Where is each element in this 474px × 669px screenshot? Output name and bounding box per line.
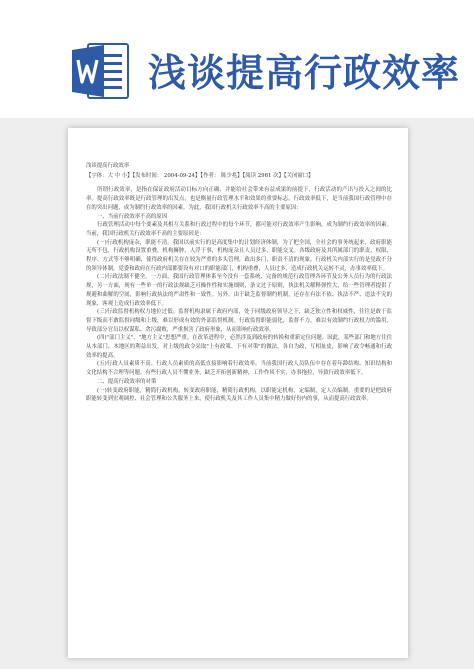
paragraph: (五)行政人员素质不高。行政人员素质的高低直接影响着行政效率。当前我国行政人员队伍中存在着年龄结构、知识结构和文化结构不合理等问题。有些行政人员不懂业务，缺乏开拓创新精神，工作作风不实，办事拖拉，导致行政效率低下。: [86, 361, 392, 377]
paragraph: 所谓行政效率，是指在保证政府活动目标方向正确、并能给社会带来有益成果的前提下，行政活动的产出与投入之间的比率。提高行政效率既是行政管理的出发点，也是衡量行政管理水平和效果的重要标志。行政效率低下，是当前我国行政管理中存在的突出问题，成为制约行政效率的因素。为此，我国行政机关行政效率不高的主要原因：: [86, 187, 392, 211]
document-body: [86, 162, 392, 404]
page-title: 浅谈提高行政效率: [148, 51, 461, 95]
header: [0, 0, 474, 120]
word-doc-icon: [70, 40, 132, 102]
paragraph: (二)行政法制不健全。一方面，我国行政管理体系至今没有一套系统、完备的规范行政管理各环节及公务人员行为的行政法规，另一方面，现有一些单一的行政法规缺乏可操作性和实施细则，条文过于原则，执法机关解释弹性大，给一些管理者提供了规避和曲解的空间，影响行政执法的严肃性和一致性。另外，由于缺乏监督制约机制，还存在有法不依、执法不严、违法不究的现象，客观上造成行政效率低下。: [86, 274, 392, 307]
document-title: 浅谈提高行政效率: [86, 163, 130, 169]
document-meta: 【字体：大 中 小】【发布时间： 2004-09-24】【作者： 陈少兆】【阅读 2961 次】【关闭窗口】: [86, 172, 314, 179]
section-heading: 二、提高行政效率的对策: [97, 378, 157, 385]
paragraph: (四)"部门主义"、"地方主义"思想严重。在改革进程中，必然涉及到政府的转换和重新定位问题。因此，某些部门和地方往往从本部门、本地区的利益出发，对上级的政令采取"上有政策、下有对策"的做法，各自为政，互相扯皮，影响了政令畅通和行政效率的提高。: [86, 335, 392, 359]
paragraph: (三)行政监督机构权力地位过低。监督机构隶属于政府内部，处于同级政府领导之下，缺乏独立性和权威性，往往是敢于监督下级而不敢监督同级和上级，难以形成有效的外部监督机制。行政监督职能弱化，监督不力，难以有效制约行政权力的滥用，导致部分官员以权谋私、贪污腐败，严重损害了政府形象，从而影响行政效率。: [86, 309, 392, 333]
paragraph: 行政管理活动中每个要素及其相互关系和行政过程中的每个环节，都可能对行政效率产生影响，成为制约行政效率的因素。当前，我国行政机关行政效率不高的主要原因是：: [86, 222, 392, 237]
document-page: [68, 128, 408, 658]
paragraph: (一)行政机构庞杂，职能不清。我国以前实行的是高度集中的计划经济体制，为了把全国，全社会的事务统起来，政府职能无所不包，行政机构设置重叠，机构臃肿，人浮于事，机构庞杂且人员过多，职能交叉。各级政府及其所属部门的职责、权限、程序、方式等不够明确，使得政府机关存在较为严重的多头管理，政出多门，职责不清的现象。行政机关内部实行的是党政不分的领导体制，党委和政府在行政内部都要设有对口的职能部门，机构重叠，人员过多，造成行政机关运转不灵，办事效率低下。: [86, 239, 392, 272]
section-heading: 一、当前行政效率不高的原因: [97, 213, 168, 220]
paragraph: (一)转变政府职能，精简行政机构。转变政府职能，精简行政机构，以职能定机构，定编制，定人员编制。重要的是把政府职能转变到宏观调控、社会管理和公共服务上来，使行政机关及其工作人员集中精力做好份内的事，从而提高行政效率。: [86, 387, 392, 403]
